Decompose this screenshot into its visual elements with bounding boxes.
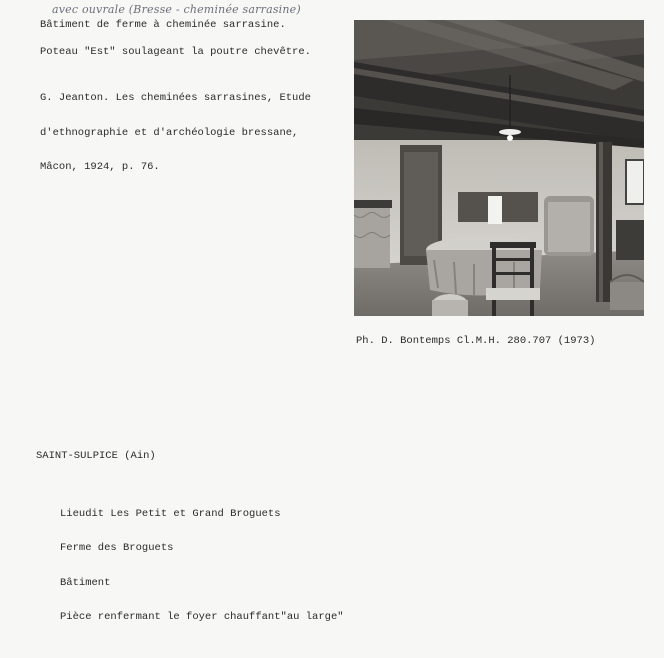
commune-name: SAINT-SULPICE (Ain) bbox=[36, 450, 156, 462]
location-block bbox=[36, 428, 344, 658]
location-detail: Lieudit Les Petit et Grand Broguets bbox=[60, 507, 281, 520]
interior-photograph bbox=[354, 20, 644, 316]
reference-line: G. Jeanton. Les cheminées sarrasines, Etude bbox=[40, 92, 311, 104]
location-detail: Bâtiment bbox=[60, 576, 111, 589]
photo-credit: Ph. D. Bontemps Cl.M.H. 280.707 (1973) bbox=[356, 335, 596, 347]
location-details bbox=[36, 486, 344, 647]
document-title: Bâtiment de ferme à cheminée sarrasine. bbox=[40, 19, 286, 31]
photo-caption: Poteau "Est" soulageant la poutre chevêtre. bbox=[40, 46, 311, 58]
bibliographic-reference bbox=[40, 70, 311, 185]
reference-line: d'ethnographie et d'archéologie bressane, bbox=[40, 126, 299, 139]
location-detail: Ferme des Broguets bbox=[60, 542, 174, 554]
location-detail: Pièce renfermant le foyer chauffant"au large" bbox=[60, 611, 344, 623]
reference-line: Mâcon, 1924, p. 76. bbox=[40, 161, 160, 173]
handwritten-note: avec ouvrale (Bresse - cheminée sarrasine) bbox=[52, 3, 301, 16]
